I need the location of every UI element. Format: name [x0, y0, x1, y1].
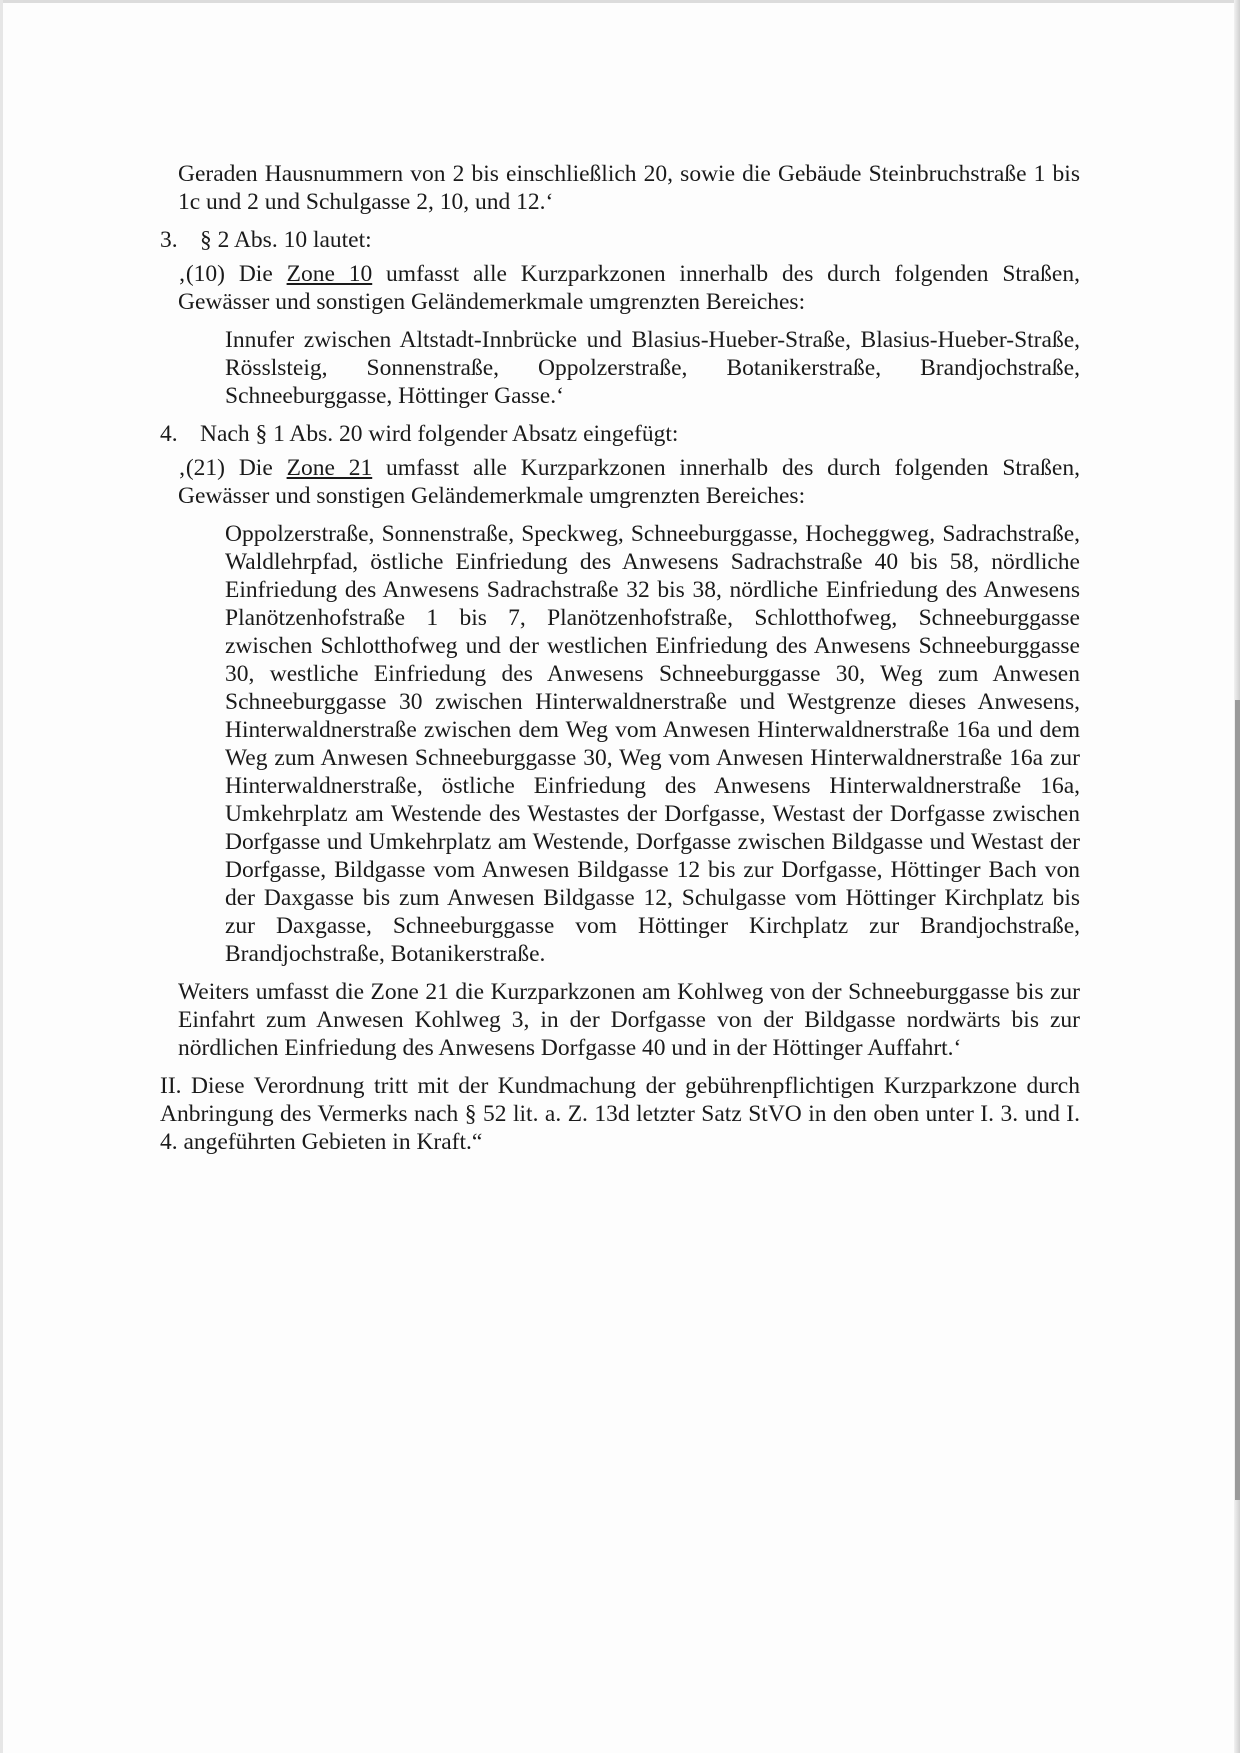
list-item-4: [160, 420, 1080, 448]
scan-edge-top: [0, 0, 1240, 3]
document-body: [160, 160, 1080, 1156]
list-number: 3.: [160, 227, 178, 253]
zone-10-prefix: ‚(10) Die: [178, 261, 287, 287]
zone-10-intro: [178, 260, 1080, 316]
list-item-text: § 2 Abs. 10 lautet:: [200, 227, 372, 253]
scan-edge-right-shadow: [1235, 700, 1240, 1500]
scan-edge-left: [0, 0, 3, 1753]
section-ii: II. Diese Verordnung tritt mit der Kundmachung der gebührenpflichtigen Kurzparkzone durch Anbringung des Vermerks nach § 52 lit. a. Z. 13d letzter Satz StVO in den oben unter I. 3. und I. 4. angeführten Gebieten in Kraft.“: [160, 1073, 1080, 1155]
zone-21-label: Zone 21: [286, 455, 373, 481]
list-item-3: [160, 226, 1080, 254]
paragraph-continuation: Geraden Hausnummern von 2 bis einschließlich 20, sowie die Gebäude Steinbruchstraße 1 bis 1c und 2 und Schulgasse 2, 10, und 12.‘: [178, 161, 1080, 215]
zone-21-streets: Oppolzerstraße, Sonnenstraße, Speckweg, Schneeburggasse, Hocheggweg, Sadrachstraße, Waldlehrpfad, östliche Einfriedung des Anwesens Sadrachstraße 40 bis 58, nördliche Einfriedung des Anwesens Sadrachstraße 32 bis 38, nördliche Einfriedung des Anwesens Planötzenhofstraße 1 bis 7, Planötzenhofstraße, Schlotthofweg, Schneeburggasse zwischen Schlotthofweg und der westlichen Einfriedung des Anwesens Schneeburggasse 30, westliche Einfriedung des Anwesens Schneeburggasse 30, Weg zum Anwesen Schneeburggasse 30 zwischen Hinterwaldnerstraße und Westgrenze dieses Anwesens, Hinterwaldnerstraße zwischen dem Weg vom Anwesen Hinterwaldnerstraße 16a und dem Weg zum Anwesen Schneeburggasse 30, Weg vom Anwesen Hinterwaldnerstraße 16a zur Hinterwaldnerstraße, östliche Einfriedung des Anwesens Hinterwaldnerstraße 16a, Umkehrplatz am Westende des Westastes der Dorfgasse, Westast der Dorfgasse zwischen Dorfgasse und Umkehrplatz am Westende, Dorfgasse zwischen Bildgasse und Westast der Dorfgasse, Bildgasse vom Anwesen Bildgasse 12 bis zur Dorfgasse, Höttinger Bach von der Daxgasse bis zum Anwesen Bildgasse 12, Schulgasse vom Höttinger Kirchplatz bis zur Daxgasse, Schneeburggasse vom Höttinger Kirchplatz zur Brandjochstraße, Brandjochstraße, Botanikerstraße.: [225, 521, 1080, 967]
zone-10-streets: Innufer zwischen Altstadt-Innbrücke und Blasius-Hueber-Straße, Blasius-Hueber-Straße, Rösslsteig, Sonnenstraße, Oppolzerstraße, Botanikerstraße, Brandjochstraße, Schneeburggasse, Höttinger Gasse.‘: [225, 327, 1080, 409]
zone-10-suffix: umfasst alle Kurzparkzonen innerhalb des durch folgenden Straßen, Gewässer und sonstigen Geländemerkmale umgrenzten Bereiches:: [178, 261, 1080, 315]
zone-21-prefix: ‚(21) Die: [178, 455, 287, 481]
list-number: 4.: [160, 421, 178, 447]
zone-21-intro: [178, 454, 1080, 510]
zone-10-label: Zone 10: [286, 261, 373, 287]
zone-21-suffix: umfasst alle Kurzparkzonen innerhalb des durch folgenden Straßen, Gewässer und sonstigen Geländemerkmale umgrenzten Bereiches:: [178, 455, 1080, 509]
zone-21-weiters: Weiters umfasst die Zone 21 die Kurzparkzonen am Kohlweg von der Schneeburggasse bis zur Einfahrt zum Anwesen Kohlweg 3, in der Dorfgasse von der Bildgasse nordwärts bis zur nördlichen Einfriedung des Anwesens Dorfgasse 40 und in der Höttinger Auffahrt.‘: [178, 979, 1080, 1061]
list-item-text: Nach § 1 Abs. 20 wird folgender Absatz eingefügt:: [200, 421, 679, 447]
